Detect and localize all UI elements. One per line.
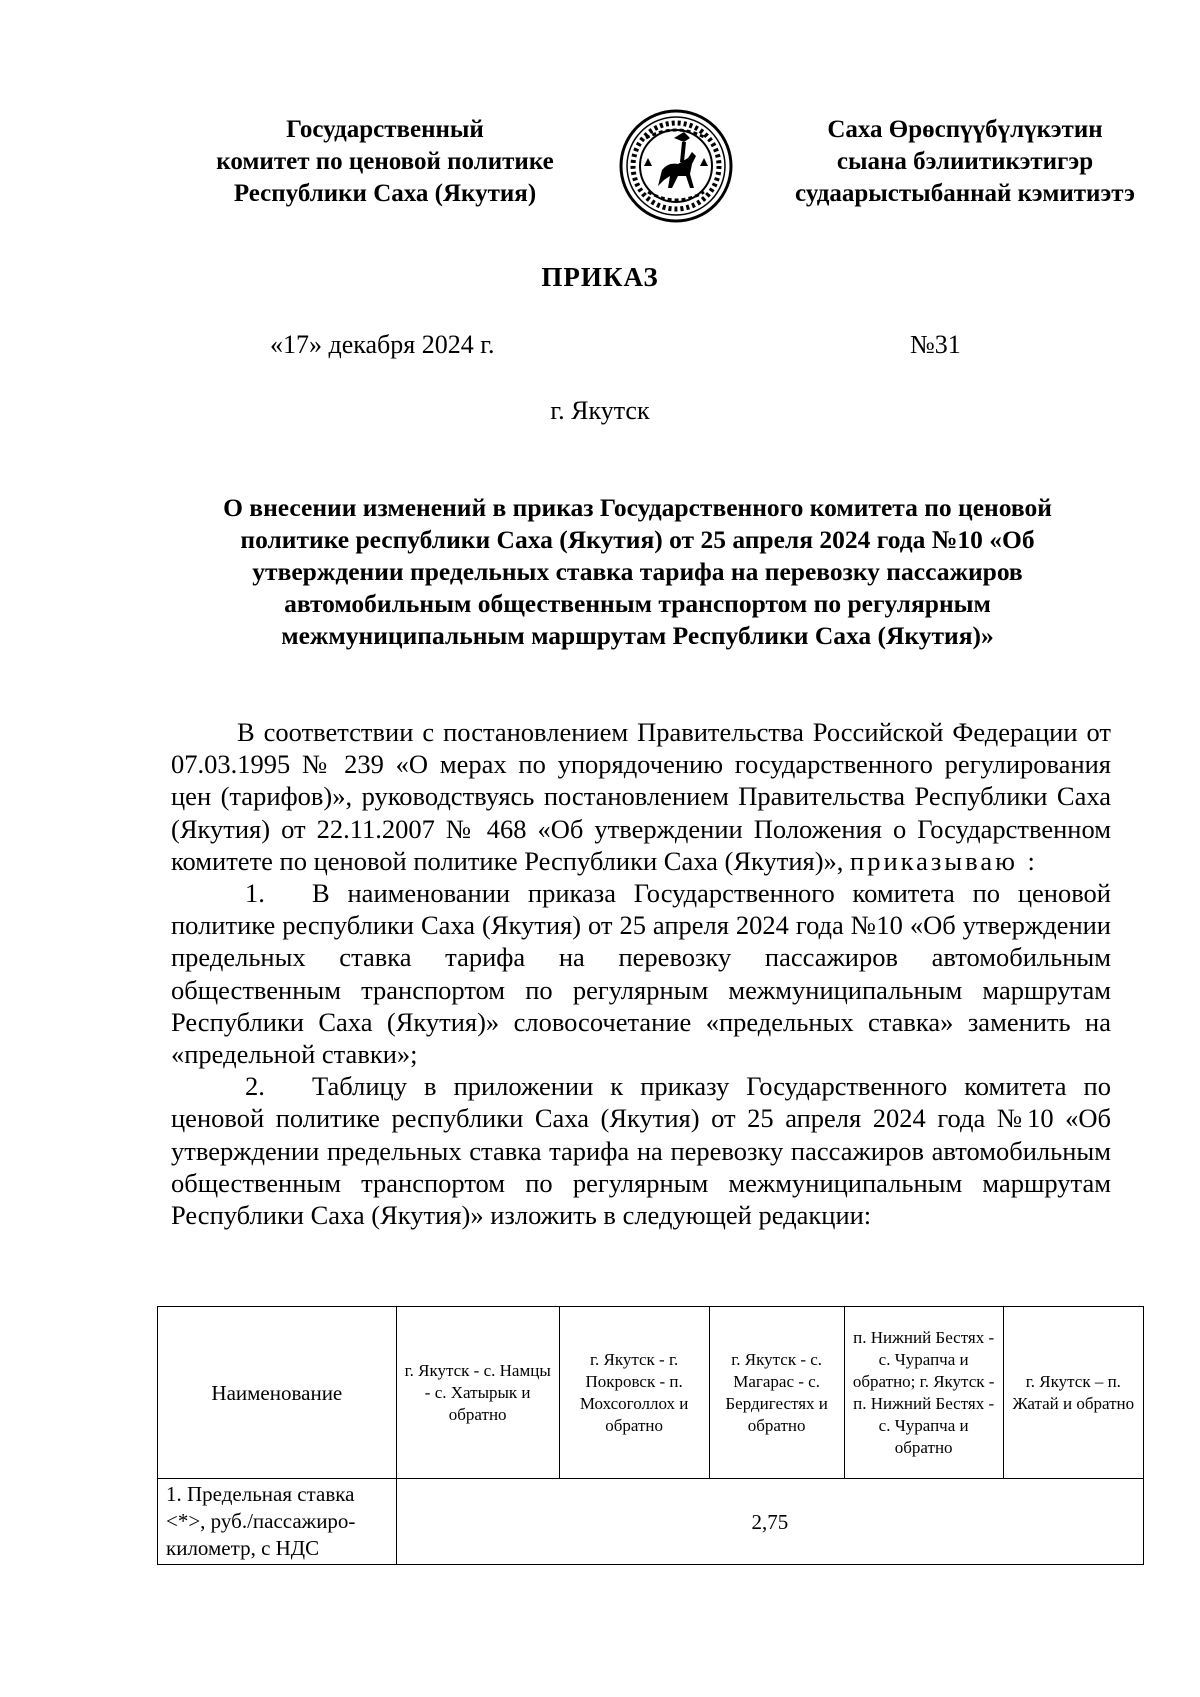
preamble-paragraph — [171, 716, 1111, 877]
item-1-paragraph — [171, 877, 1111, 1070]
header-right-line: Саха Өрөспүүбүлүкэтин — [827, 116, 1103, 143]
document-title: ПРИКАЗ — [541, 262, 659, 292]
table-header-route: г. Якутск - г. Покровск - п. Мохсоголлох и обратно — [559, 1307, 709, 1479]
header-left-line: Республики Саха (Якутия) — [233, 180, 537, 207]
table-header-route: г. Якутск - с. Намцы - с. Хатырык и обратно — [396, 1307, 559, 1479]
table-header-row — [158, 1307, 1144, 1479]
subject-line: утверждении предельных ставка тарифа на перевозку пассажиров — [252, 557, 1023, 586]
item-2-number: 2. — [245, 1071, 265, 1102]
subject-line: автомобильным общественным транспортом по регулярным — [284, 589, 991, 618]
item-1-number: 1. — [245, 878, 265, 909]
subject-line: межмуниципальным маршрутам Республики Саха (Якутия)» — [281, 621, 994, 650]
header-org-name-russian — [190, 114, 580, 210]
item-1-text: В наименовании приказа Государственного комитета по ценовой политике республики Саха (Якутия) от 25 апреля 2024 года №10 «Об утверждении предельных ставка тарифа на перевозку пассажиров автомобильным общественным транспортом по регулярным межмуниципальным маршрутам Республики Саха (Якутия)» словосочетание «предельных ставка» заменить на «предельной ставки»; — [171, 878, 1111, 1070]
header-org-name-yakut — [760, 114, 1170, 210]
order-directive-word: приказываю : — [850, 845, 1038, 876]
subject-line: политике республики Саха (Якутия) от 25 апреля 2024 года №10 «Об — [240, 525, 1035, 554]
item-2-paragraph — [171, 1070, 1111, 1231]
tariff-table — [157, 1306, 1144, 1565]
order-body — [171, 716, 1111, 1231]
order-date: «17» декабря 2024 г. — [270, 330, 495, 359]
table-row — [158, 1479, 1144, 1565]
order-number: №31 — [910, 330, 961, 359]
coat-of-arms-emblem-icon — [618, 108, 734, 224]
order-subject — [165, 492, 1110, 652]
header-right-line: судаарыстыбаннай кэмитиэтэ — [795, 180, 1135, 207]
table-row-value: 2,75 — [396, 1479, 1143, 1565]
table-row-label: 1. Предельная ставка <*>, руб./пассажиро-километр, с НДС — [158, 1479, 397, 1565]
header-right-line: сыана бэлиитикэтигэр — [836, 148, 1094, 175]
preamble-text: В соответствии с постановлением Правительства Российской Федерации от 07.03.1995 № 239 «О мерах по упорядочению государственного регулирования цен (тарифов)», руководствуясь постановлением Правительства Республики Саха (Якутия) от 22.11.2007 № 468 «Об утверждении Положения о Государственном комитете по ценовой политике Республики Саха (Якутия)», — [171, 717, 1111, 876]
order-city: г. Якутск — [550, 396, 650, 425]
table-header-route: г. Якутск - с. Магарас - с. Бердигестях и обратно — [709, 1307, 844, 1479]
table-header-route: г. Якутск – п. Жатай и обратно — [1003, 1307, 1143, 1479]
item-2-text: Таблицу в приложении к приказу Государственного комитета по ценовой политике республики Саха (Якутия) от 25 апреля 2024 года №10 «Об утверждении предельных ставка тарифа на перевозку пассажиров автомобильным общественным транспортом по регулярным межмуниципальным маршрутам Республики Саха (Якутия)» изложить в следующей редакции: — [171, 1071, 1111, 1231]
subject-line: О внесении изменений в приказ Государственного комитета по ценовой — [223, 493, 1052, 522]
table-header-route: п. Нижний Бестях - с. Чурапча и обратно; г. Якутск - п. Нижний Бестях - с. Чурапча и обратно — [844, 1307, 1003, 1479]
header-left-line: комитет по ценовой политике — [216, 148, 554, 175]
table-header-name: Наименование — [158, 1307, 397, 1479]
header-left-line: Государственный — [286, 116, 484, 143]
